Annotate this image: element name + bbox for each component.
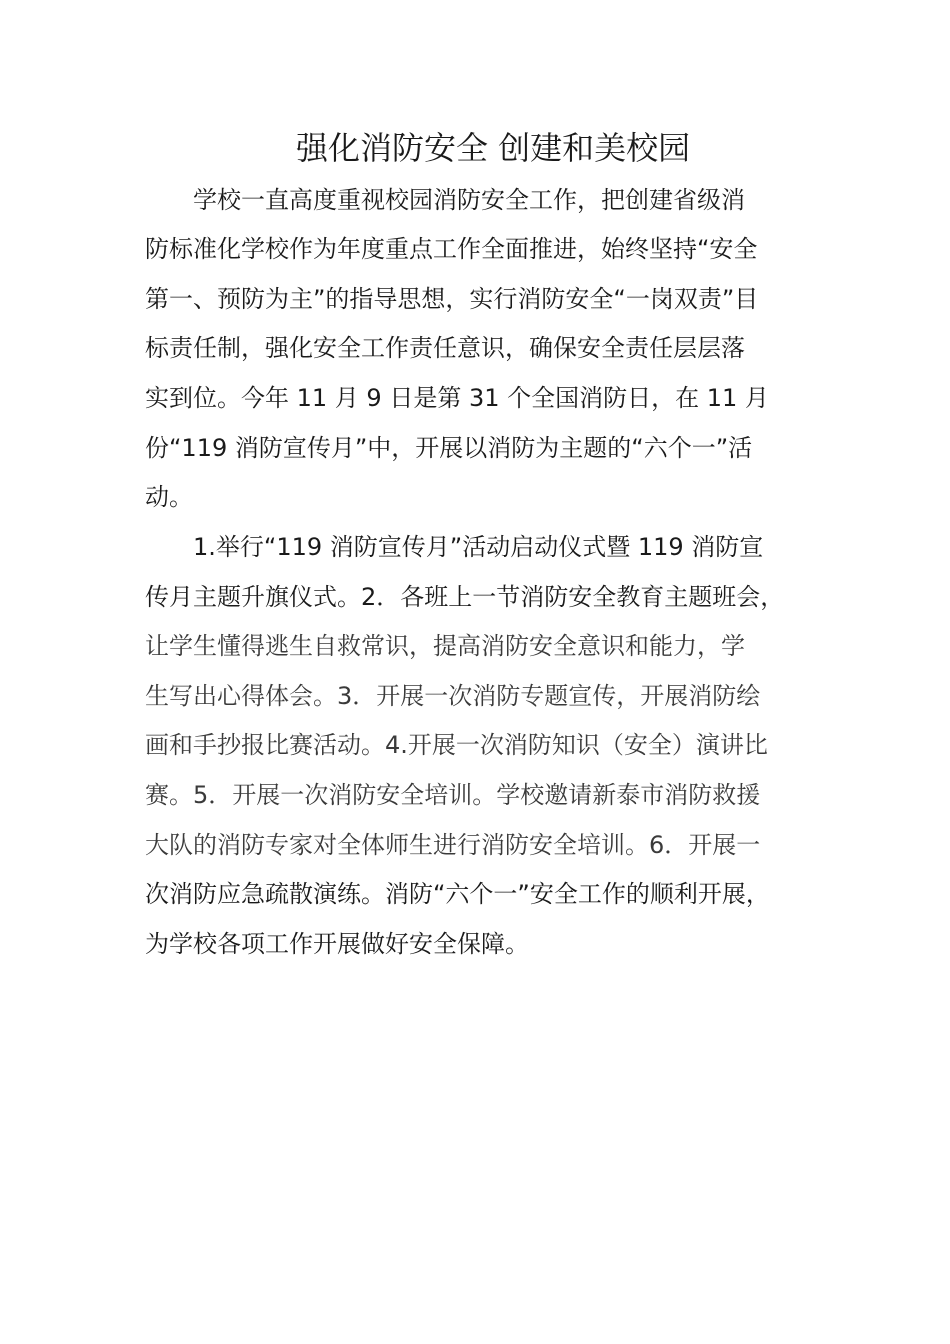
paragraph-line: 大队的消防专家对全体师生进行消防安全培训。6．开展一 — [145, 831, 761, 859]
paragraph-line: 传月主题升旗仪式。2．各班上一节消防安全教育主题班会， — [145, 583, 785, 611]
paragraph-line: 标责任制，强化安全工作责任意识，确保安全责任层层落 — [145, 334, 745, 362]
paragraph-line: 实到位。今年 11 月 9 日是第 31 个全国消防日，在 11 月 — [145, 384, 769, 412]
paragraph-line: 次消防应急疏散演练。消防“六个一”安全工作的顺利开展， — [145, 880, 770, 908]
paragraph-line: 赛。5．开展一次消防安全培训。学校邀请新泰市消防救援 — [145, 781, 761, 809]
paragraph-line: 画和手抄报比赛活动。4.开展一次消防知识（安全）演讲比 — [145, 731, 768, 759]
paragraph-line: 防标准化学校作为年度重点工作全面推进，始终坚持“安全 — [145, 235, 758, 263]
paragraph-line: 第一、预防为主”的指导思想，实行消防安全“一岗双责”目 — [145, 285, 759, 313]
paragraph-line: 动。 — [145, 483, 193, 511]
paragraph-line: 份“119 消防宣传月”中，开展以消防为主题的“六个一”活 — [145, 434, 753, 462]
paragraph-line: 学校一直高度重视校园消防安全工作，把创建省级消 — [193, 186, 745, 214]
document-title: 强化消防安全 创建和美校园 — [296, 129, 691, 167]
paragraph-line: 让学生懂得逃生自救常识，提高消防安全意识和能力，学 — [145, 632, 745, 660]
paragraph-line: 1.举行“119 消防宣传月”活动启动仪式暨 119 消防宣 — [193, 533, 764, 561]
paragraph-line: 为学校各项工作开展做好安全保障。 — [145, 930, 529, 958]
paragraph-line: 生写出心得体会。3．开展一次消防专题宣传，开展消防绘 — [145, 682, 761, 710]
